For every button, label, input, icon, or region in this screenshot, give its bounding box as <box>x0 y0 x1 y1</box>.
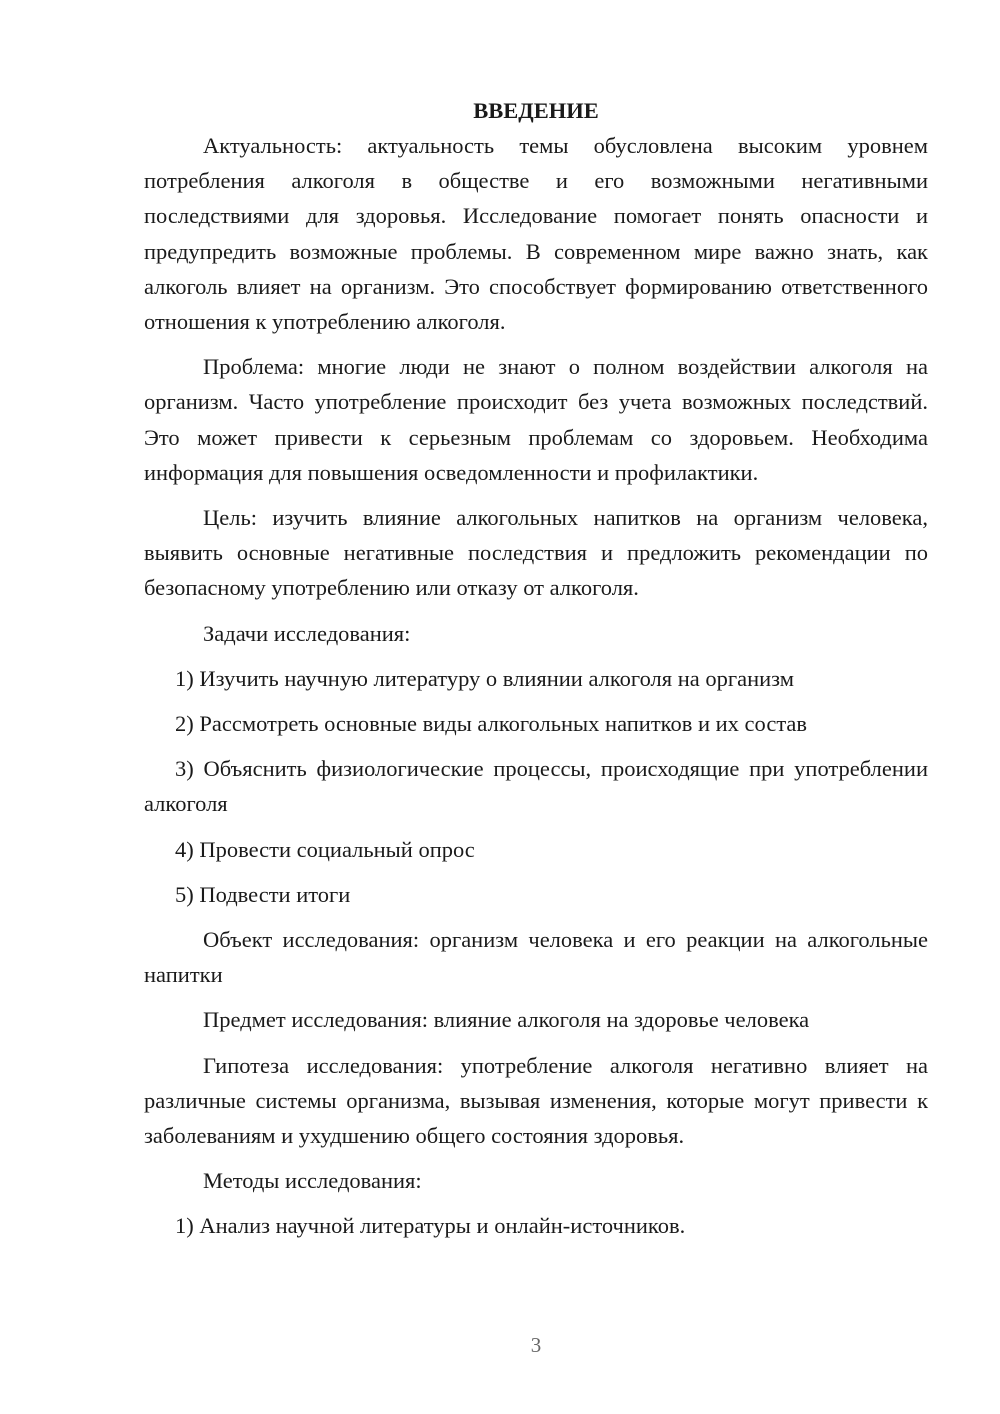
task-item: 1) Изучить научную литературу о влиянии алкоголя на организм <box>175 665 794 691</box>
methods-heading: Методы исследования: <box>203 1168 422 1194</box>
page-content <box>144 93 928 1254</box>
hypothesis-paragraph: Гипотеза исследования: употребление алкоголя негативно влияет на различные системы организма, вызывая изменения, которые могут привести к заболеваниям и ухудшению общего состояния здоровья. <box>144 1052 928 1149</box>
page-title: ВВЕДЕНИЕ <box>473 98 599 123</box>
method-item: 1) Анализ научной литературы и онлайн-источников. <box>175 1213 686 1239</box>
task-item: 2) Рассмотреть основные виды алкогольных напитков и их состав <box>175 711 808 737</box>
page-number: 3 <box>530 1333 542 1357</box>
task-item: 5) Подвести итоги <box>175 881 351 907</box>
relevance-paragraph: Актуальность: актуальность темы обусловлена высоким уровнем потребления алкоголя в обществе и его возможными негативными последствиями для здоровья. Исследование помогает понять опасности и предупредить возможные проблемы. В современном мире важно знать, как алкоголь влияет на организм. Это способствует формированию ответственного отношения к употреблению алкоголя. <box>144 133 928 335</box>
task-item: 4) Провести социальный опрос <box>175 836 475 862</box>
object-paragraph: Объект исследования: организм человека и его реакции на алкогольные напитки <box>144 927 928 988</box>
problem-paragraph: Проблема: многие люди не знают о полном воздействии алкоголя на организм. Часто употребление происходит без учета возможных последствий. Это может привести к серьезным проблемам со здоровьем. Необходима информация для повышения осведомленности и профилактики. <box>144 354 928 485</box>
goal-paragraph: Цель: изучить влияние алкогольных напитков на организм человека, выявить основные негативные последствия и предложить рекомендации по безопасному употреблению или отказу от алкоголя. <box>144 505 928 601</box>
subject-paragraph: Предмет исследования: влияние алкоголя на здоровье человека <box>203 1007 810 1033</box>
tasks-heading: Задачи исследования: <box>203 620 411 646</box>
task-item: 3) Объяснить физиологические процессы, происходящие при употреблении алкоголя <box>144 756 928 817</box>
